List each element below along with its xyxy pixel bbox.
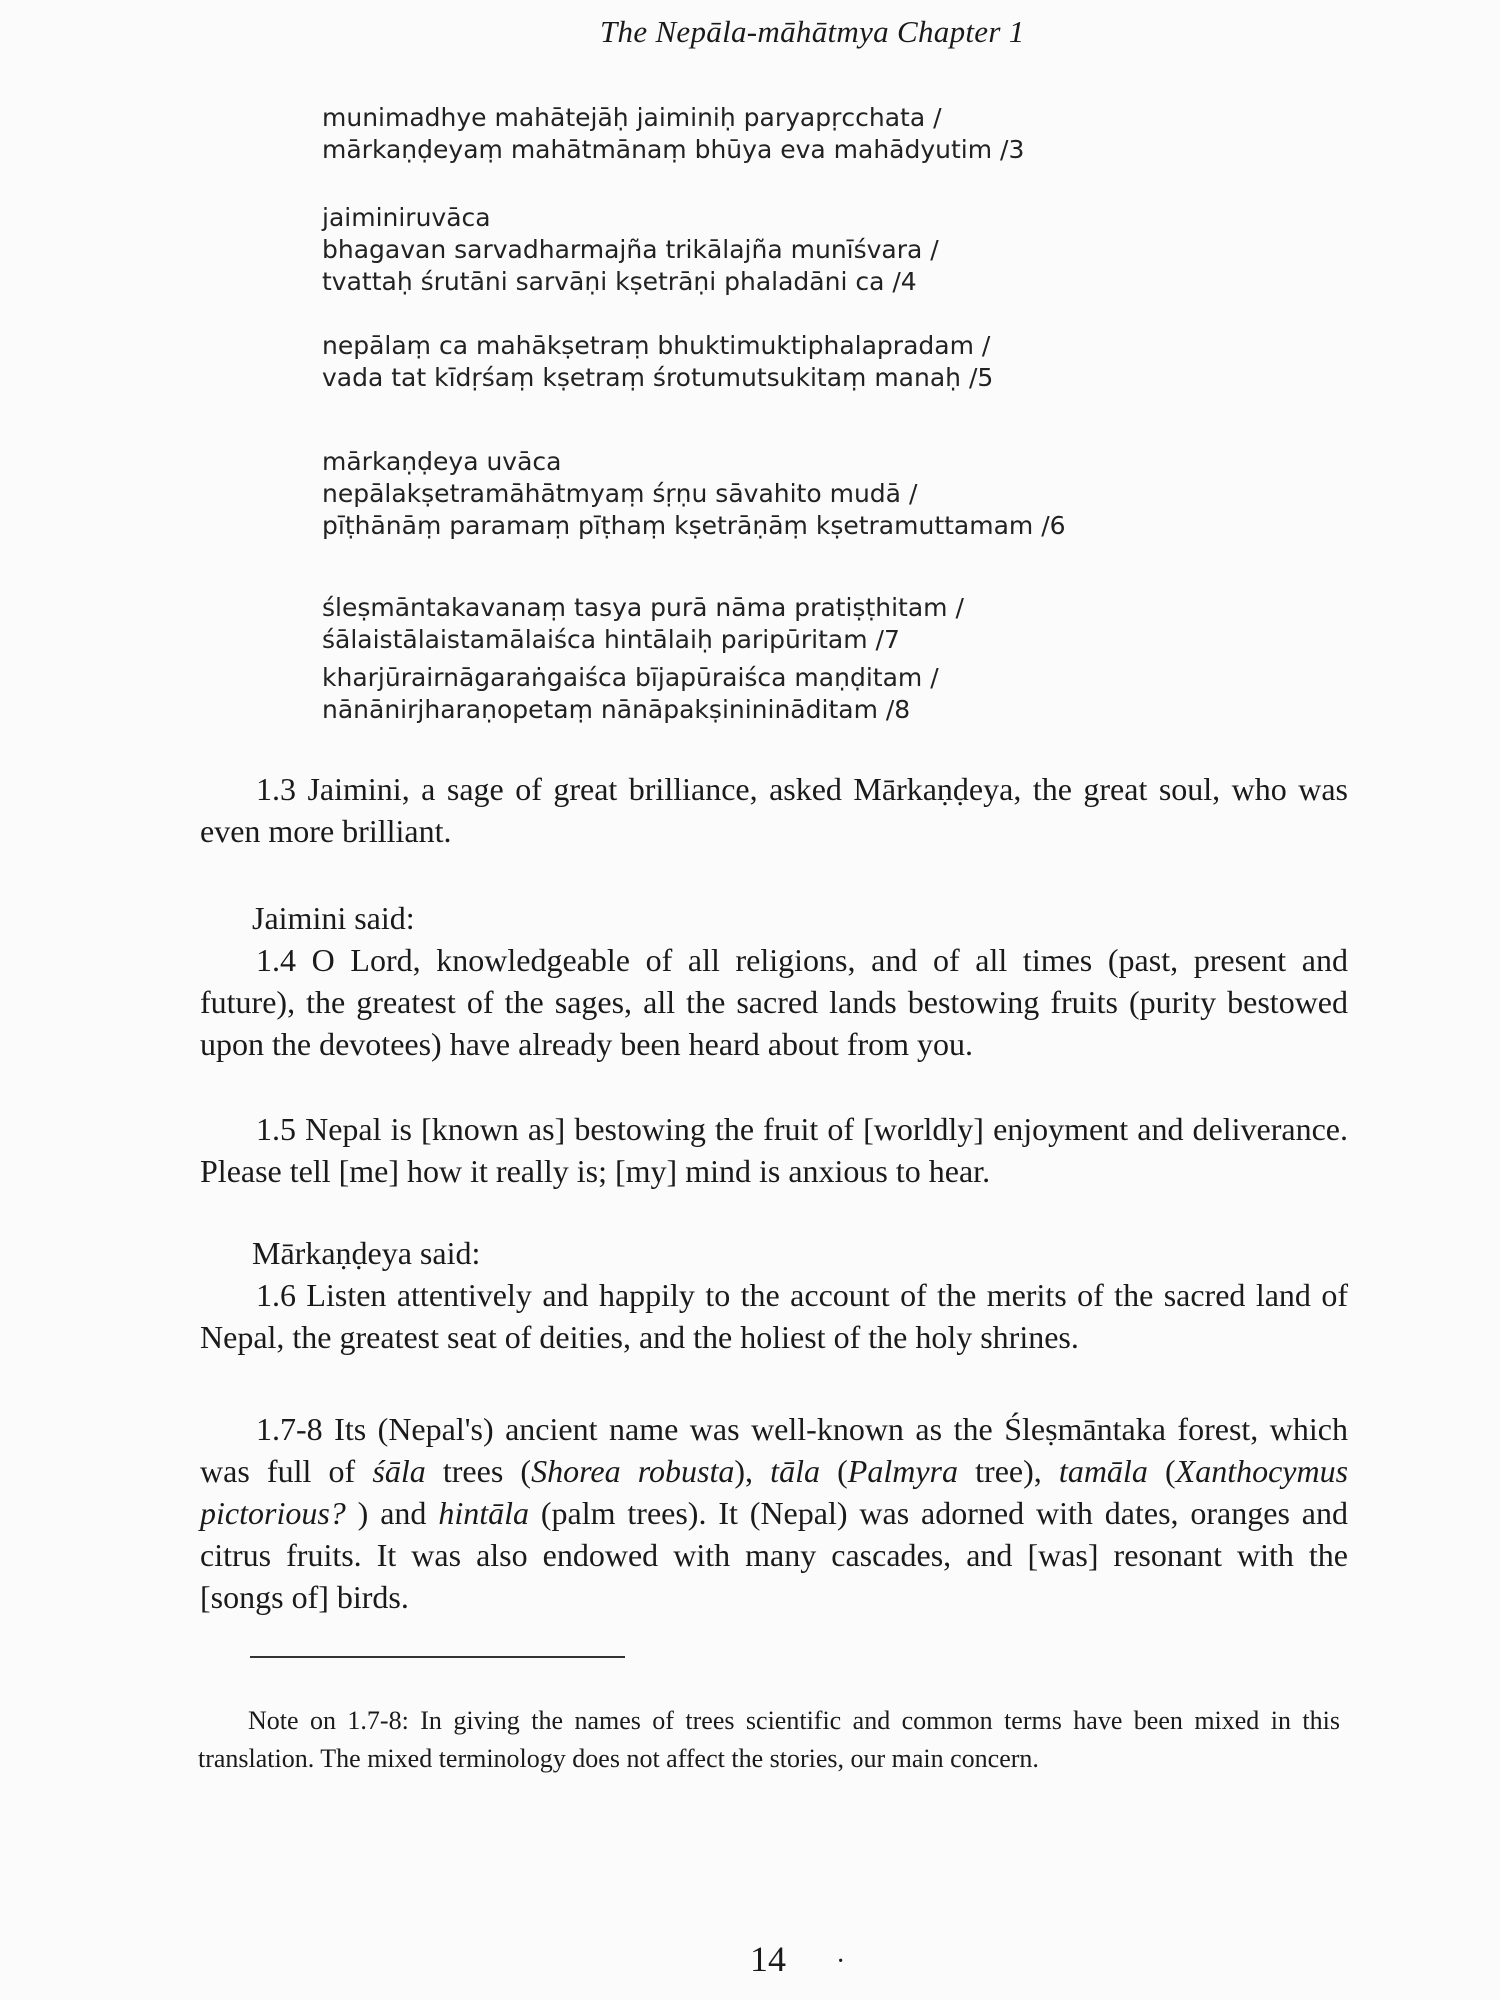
verse-3 (322, 102, 1024, 166)
verse-6 (322, 446, 1066, 542)
verse-line: munimadhye mahātejāḥ jaiminiḥ paryapṛcchata / (322, 103, 942, 132)
verse-line: jaiminiruvāca (322, 203, 491, 232)
translation-1-3: 1.3 Jaimini, a sage of great brilliance, asked Mārkaṇḍeya, the great soul, who was even more brilliant. (200, 771, 1348, 849)
footnote: Note on 1.7-8: In giving the names of trees scientific and common terms have been mixed in this translation. The mixed terminology does not affect the stories, our main concern. (198, 1706, 1340, 1773)
verse-line: śleṣmāntakavanaṃ tasya purā nāma pratiṣṭhitam / (322, 593, 964, 622)
verse-line: mārkaṇḍeya uvāca (322, 447, 562, 476)
translation-1-4: 1.4 O Lord, knowledgeable of all religions, and of all times (past, present and future), the greatest of the sages, all the sacred lands bestowing fruits (purity bestowed upon the devotees) have already been heard about from you. (200, 942, 1348, 1062)
verse-line: śālaistālaistamālaiśca hintālaiḥ paripūritam /7 (322, 625, 900, 654)
speaker-markandeya: Mārkaṇḍeya said: (252, 1235, 481, 1271)
verse-line: kharjūrairnāgaraṅgaiśca bījapūraiśca maṇḍitam / (322, 663, 939, 692)
verse-line: nepālakṣetramāhātmyaṃ śṛṇu sāvahito mudā / (322, 479, 918, 508)
verse-line: mārkaṇḍeyaṃ mahātmānaṃ bhūya eva mahādyutim /3 (322, 135, 1025, 164)
verse-line: nānānirjharaṇopetaṃ nānāpakṣininināditam /8 (322, 695, 911, 724)
verse-line: nepālaṃ ca mahākṣetraṃ bhuktimuktiphalapradam / (322, 331, 991, 360)
speaker-jaimini: Jaimini said: (252, 900, 415, 936)
verse-7-8 (322, 592, 964, 726)
translation-1-5: 1.5 Nepal is [known as] bestowing the fruit of [worldly] enjoyment and deliverance. Please tell [me] how it really is; [my] mind is anxious to hear. (200, 1111, 1348, 1189)
page-number: 14 (750, 1939, 786, 1979)
stray-mark: · (836, 1946, 846, 1977)
verse-line: pīṭhānāṃ paramaṃ pīṭhaṃ kṣetrāṇāṃ kṣetramuttamam /6 (322, 511, 1066, 540)
verse-line: bhagavan sarvadharmajña trikālajña munīśvara / (322, 235, 939, 264)
translation-1-6: 1.6 Listen attentively and happily to the account of the merits of the sacred land of Nepal, the greatest seat of deities, and the holiest of the holy shrines. (200, 1277, 1348, 1355)
verse-line: vada tat kīdṛśaṃ kṣetraṃ śrotumutsukitaṃ manaḥ /5 (322, 363, 994, 392)
running-head: The Nepāla-māhātmya Chapter 1 (600, 14, 1025, 49)
verse-4 (322, 202, 939, 298)
verse-line: tvattaḥ śrutāni sarvāṇi kṣetrāṇi phaladāni ca /4 (322, 267, 917, 296)
footnote-rule (250, 1656, 625, 1658)
verse-5 (322, 330, 993, 394)
translation-1-7-8: 1.7-8 Its (Nepal's) ancient name was well-known as the Śleṣmāntaka forest, which was full of śāla trees (Shorea robusta), tāla (Palmyra tree), tamāla (Xanthocymus pictorious? ) and hintāla (palm trees). It (Nepal) was adorned with dates, oranges and citrus fruits. It was also endowed with many cascades, and [was] resonant with the [songs of] birds. (200, 1411, 1349, 1615)
